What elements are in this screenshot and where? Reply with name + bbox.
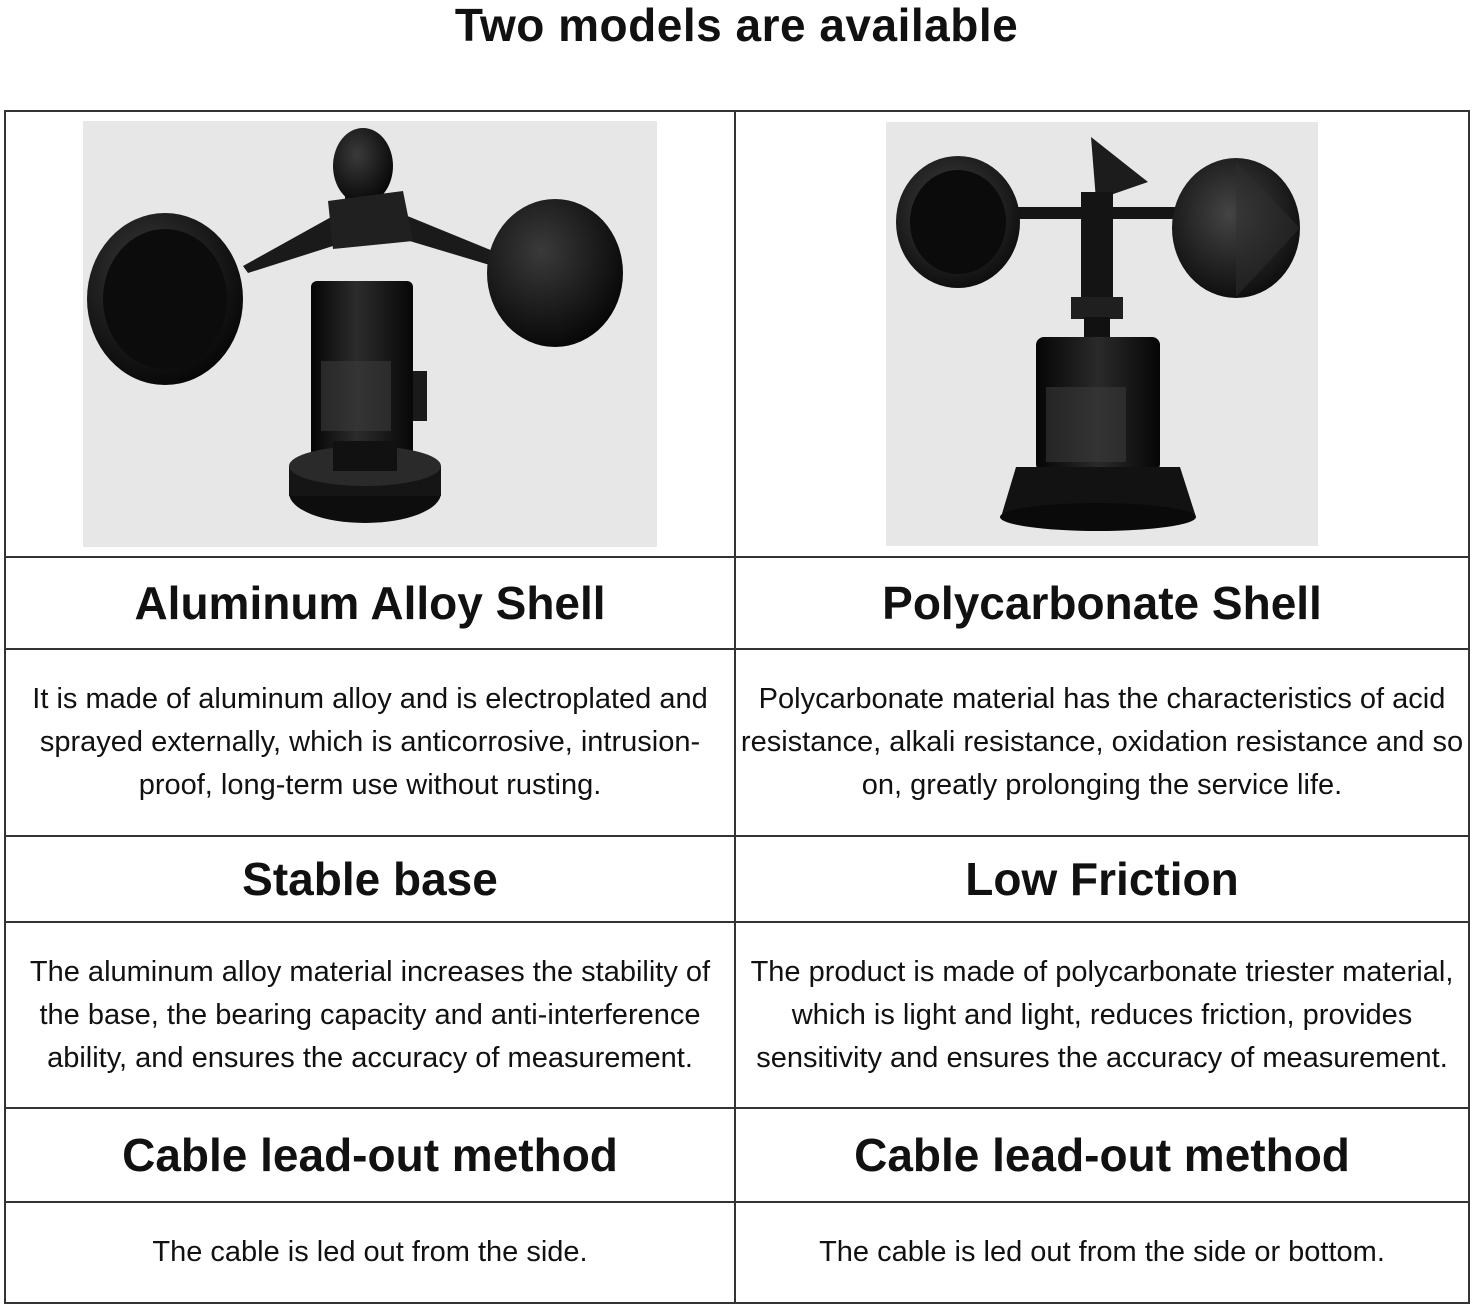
aluminum-cable-heading: Cable lead-out method xyxy=(5,1108,735,1202)
feature-heading-row xyxy=(5,836,1469,922)
polycarbonate-shell-description: Polycarbonate material has the characteristics of acid resistance, alkali resistance, oxidation resistance and so on, greatly prolonging the service life. xyxy=(735,649,1469,836)
shell-description-row xyxy=(5,649,1469,836)
low-friction-heading: Low Friction xyxy=(735,836,1469,922)
polycarbonate-cable-heading: Cable lead-out method xyxy=(735,1108,1469,1202)
feature-description-row xyxy=(5,922,1469,1108)
polycarbonate-shell-heading: Polycarbonate Shell xyxy=(735,557,1469,649)
page-title: Two models are available xyxy=(454,0,1019,51)
polycarbonate-image-cell xyxy=(735,111,1469,557)
polycarbonate-anemometer-image xyxy=(886,122,1318,546)
stable-base-description: The aluminum alloy material increases the stability of the base, the bearing capacity and anti-interference ability, and ensures the accuracy of measurement. xyxy=(5,922,735,1108)
aluminum-image-cell xyxy=(5,111,735,557)
shell-heading-row xyxy=(5,557,1469,649)
aluminum-anemometer-image xyxy=(83,121,657,547)
cable-description-row xyxy=(5,1202,1469,1303)
image-row xyxy=(5,111,1469,557)
comparison-table xyxy=(4,110,1470,1304)
aluminum-shell-description: It is made of aluminum alloy and is electroplated and sprayed externally, which is anticorrosive, intrusion-proof, long-term use without rusting. xyxy=(5,649,735,836)
cable-heading-row xyxy=(5,1108,1469,1202)
aluminum-shell-heading: Aluminum Alloy Shell xyxy=(5,557,735,649)
stable-base-heading: Stable base xyxy=(5,836,735,922)
low-friction-description: The product is made of polycarbonate triester material, which is light and light, reduces friction, provides sensitivity and ensures the accuracy of measurement. xyxy=(735,922,1469,1108)
polycarbonate-cable-description: The cable is led out from the side or bottom. xyxy=(735,1202,1469,1303)
aluminum-cable-description: The cable is led out from the side. xyxy=(5,1202,735,1303)
